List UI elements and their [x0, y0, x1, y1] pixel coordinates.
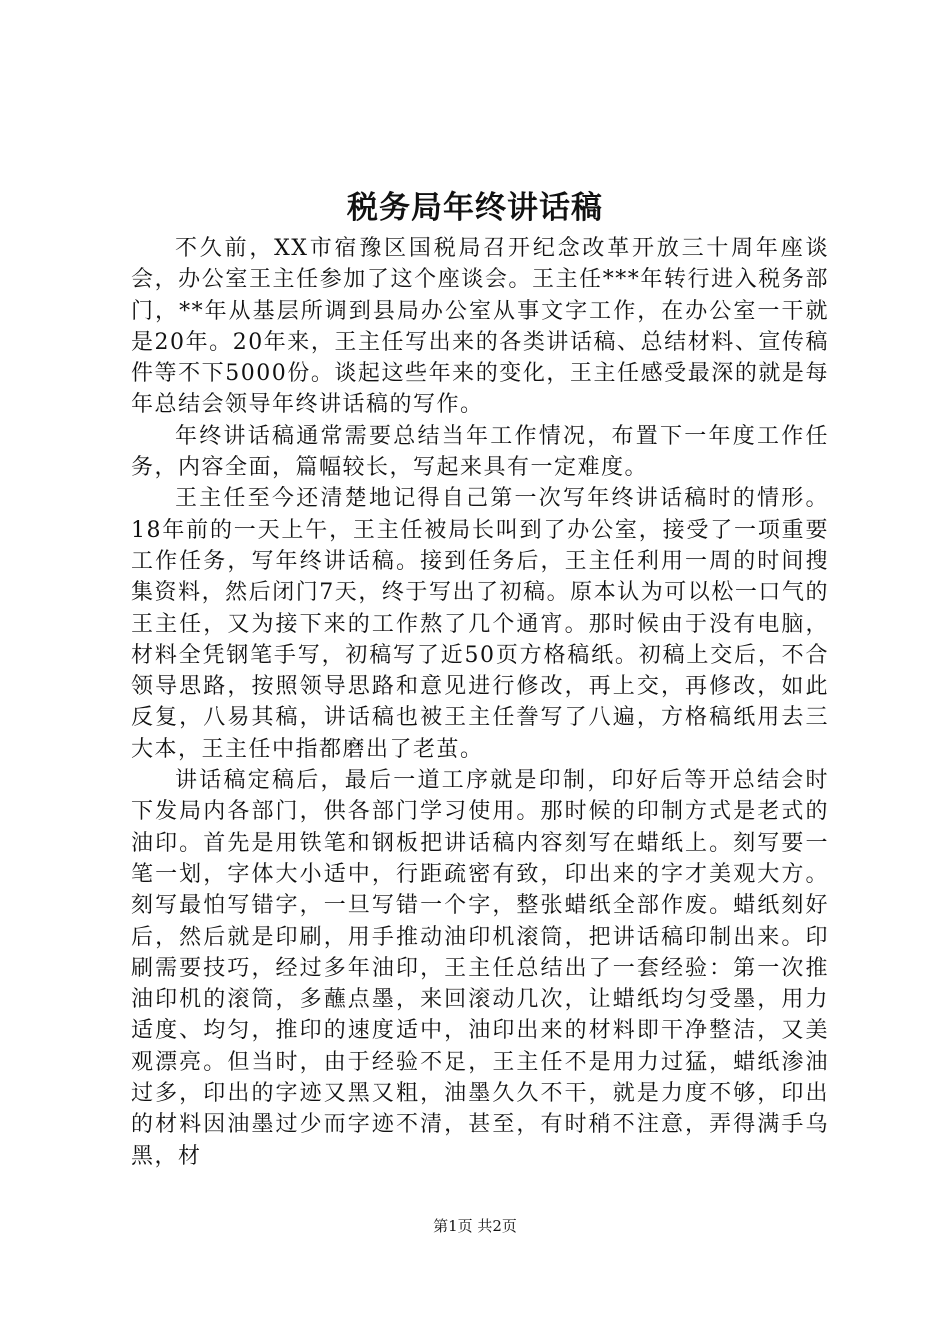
paragraph-2: 年终讲话稿通常需要总结当年工作情况，布置下一年度工作任务，内容全面，篇幅较长，写起来具有一定难度。: [131, 423, 829, 481]
paragraph-1: 不久前，XX市宿豫区国税局召开纪念改革开放三十周年座谈会，办公室王主任参加了这个座谈会。王主任***年转行进入税务部门，**年从基层所调到县局办公室从事文字工作，在办公室一干就是20年。20年来，王主任写出来的各类讲话稿、总结材料、宣传稿件等不下5000份。谈起这些年来的变化，王主任感受最深的就是每年总结会领导年终讲话稿的写作。: [131, 236, 829, 418]
document-title: 税务局年终讲话稿: [347, 190, 603, 226]
page-footer: [0, 1216, 950, 1236]
document-body: [131, 233, 829, 1172]
paragraph-3: 王主任至今还清楚地记得自己第一次写年终讲话稿时的情形。18年前的一天上午，王主任被局长叫到了办公室，接受了一项重要工作任务，写年终讲话稿。接到任务后，王主任利用一周的时间搜集资料，然后闭门7天，终于写出了初稿。原本认为可以松一口气的王主任，又为接下来的工作熬了几个通宵。那时候由于没有电脑，材料全凭钢笔手写，初稿写了近50页方格稿纸。初稿上交后，不合领导思路，按照领导思路和意见进行修改，再上交，再修改，如此反复，八易其稿，讲话稿也被王主任誊写了八遍，方格稿纸用去三大本，王主任中指都磨出了老茧。: [131, 486, 829, 762]
paragraph-4: 讲话稿定稿后，最后一道工序就是印制，印好后等开总结会时下发局内各部门，供各部门学习使用。那时候的印制方式是老式的油印。首先是用铁笔和钢板把讲话稿内容刻写在蜡纸上。刻写要一笔一划，字体大小适中，行距疏密有致，印出来的字才美观大方。刻写最怕写错字，一旦写错一个字，整张蜡纸全部作废。蜡纸刻好后，然后就是印刷，用手推动油印机滚筒，把讲话稿印制出来。印刷需要技巧，经过多年油印，王主任总结出了一套经验：第一次推油印机的滚筒，多蘸点墨，来回滚动几次，让蜡纸均匀受墨，用力适度、均匀，推印的速度适中，油印出来的材料即干净整洁，又美观漂亮。但当时，由于经验不足，王主任不是用力过猛，蜡纸渗油过多，印出的字迹又黑又粗，油墨久久不干，就是力度不够，印出的材料因油墨过少而字迹不清，甚至，有时稍不注意，弄得满手乌黑，材: [131, 768, 829, 1169]
page-number-indicator: 第1页 共2页: [433, 1217, 517, 1235]
